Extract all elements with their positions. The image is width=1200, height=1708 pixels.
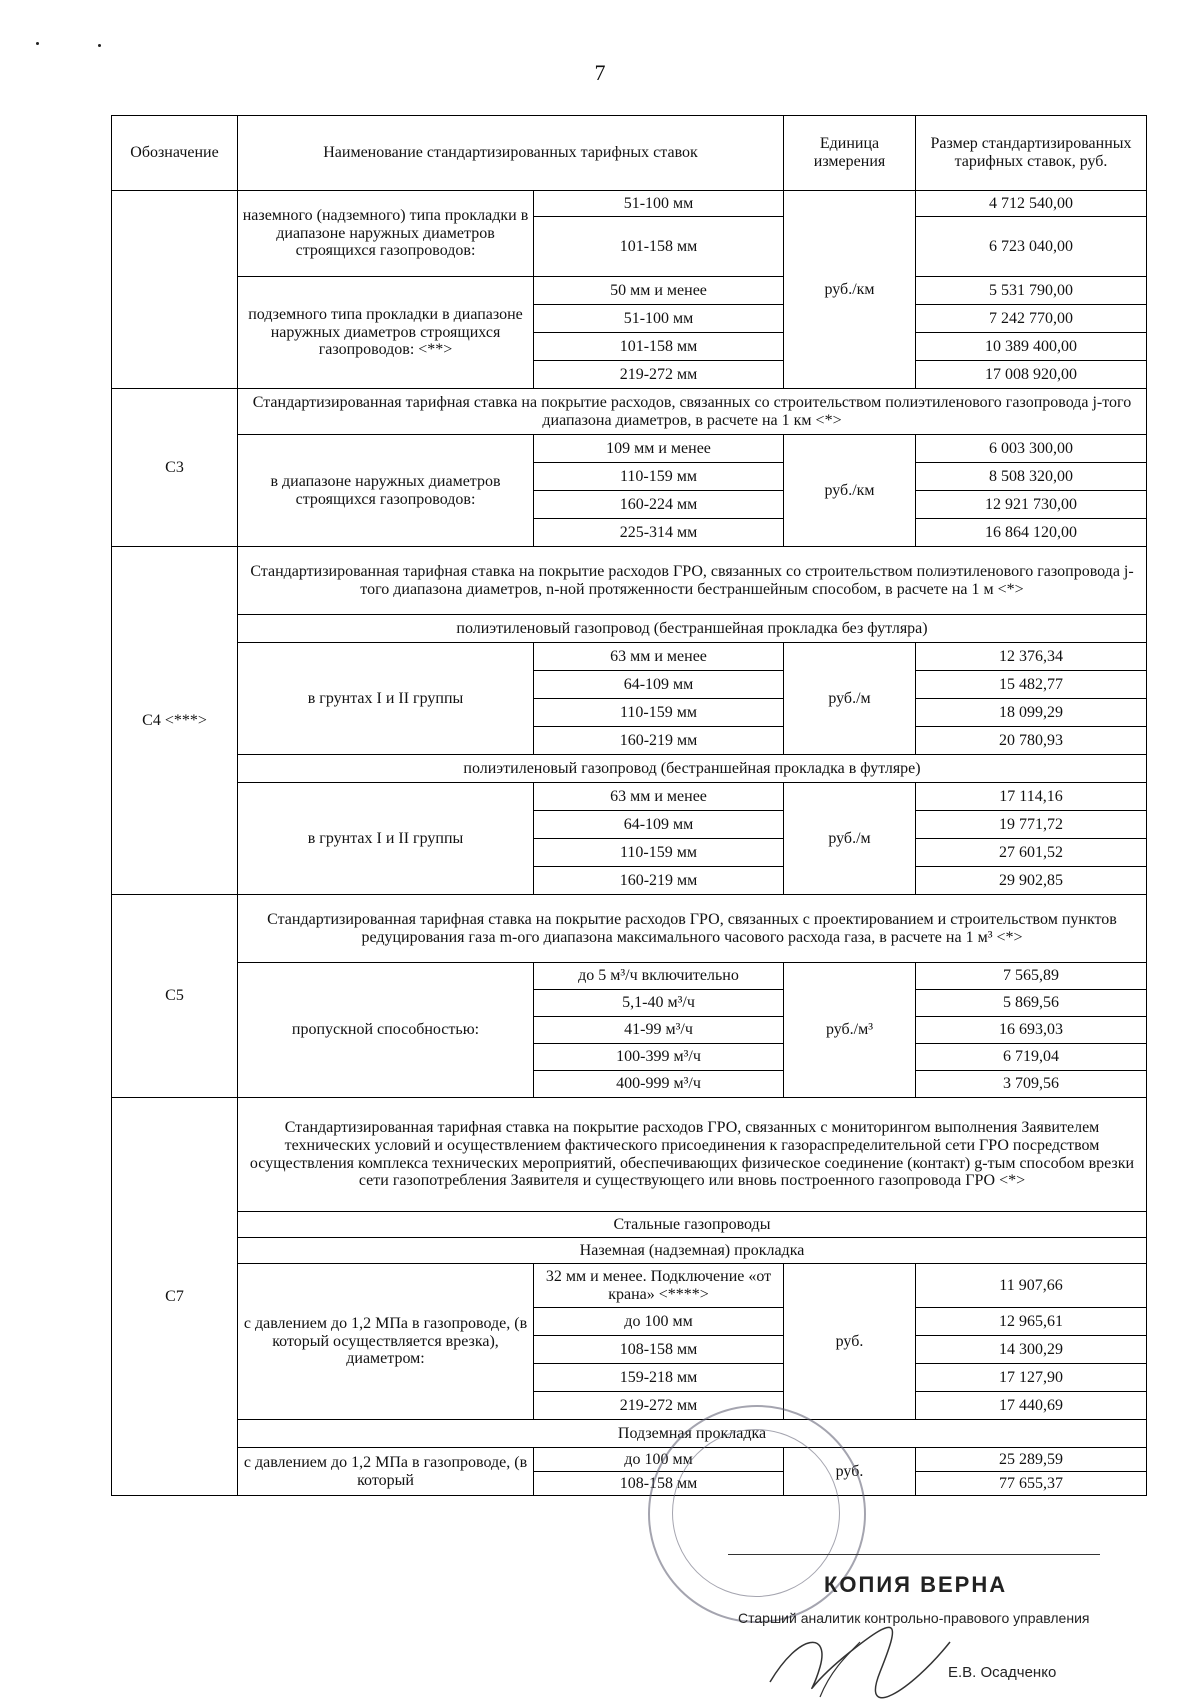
range-cell: 109 мм и менее — [534, 435, 784, 463]
c4-designation: С4 <***> — [112, 547, 238, 895]
range-cell: 400-999 м³/ч — [534, 1071, 784, 1098]
range-cell: 5,1-40 м³/ч — [534, 990, 784, 1017]
c5-description: Стандартизированная тарифная ставка на покрытие расходов ГРО, связанных с проектированием и строительством пунктов редуцирования газа m-ого диапазона максимального часового расхода газа, в расчете на 1 м³ <*> — [238, 895, 1147, 963]
value-cell: 6 719,04 — [916, 1044, 1147, 1071]
c2-overground-label: наземного (надземного) типа прокладки в диапазоне наружных диаметров строящихся газопроводов: — [238, 191, 534, 277]
value-cell: 10 389 400,00 — [916, 333, 1147, 361]
c4-group2-title: полиэтиленовый газопровод (бестраншейная прокладка в футляре) — [238, 755, 1147, 783]
value-cell: 17 008 920,00 — [916, 361, 1147, 389]
table-row — [112, 1448, 1147, 1472]
unit-cell: руб./м³ — [784, 963, 916, 1098]
value-cell: 7 242 770,00 — [916, 305, 1147, 333]
table-row — [112, 1420, 1147, 1448]
range-cell: 160-219 мм — [534, 867, 784, 895]
range-cell: до 5 м³/ч включительно — [534, 963, 784, 990]
range-cell: 110-159 мм — [534, 463, 784, 491]
certification-title: КОПИЯ ВЕРНА — [824, 1572, 1008, 1597]
value-cell: 7 565,89 — [916, 963, 1147, 990]
range-cell: 110-159 мм — [534, 699, 784, 727]
value-cell: 15 482,77 — [916, 671, 1147, 699]
range-cell: 160-219 мм — [534, 727, 784, 755]
unit-cell: руб./м — [784, 643, 916, 755]
value-cell: 3 709,56 — [916, 1071, 1147, 1098]
scan-speck — [98, 44, 101, 47]
range-cell: 100-399 м³/ч — [534, 1044, 784, 1071]
value-cell: 18 099,29 — [916, 699, 1147, 727]
table-row — [112, 1212, 1147, 1238]
value-cell: 25 289,59 — [916, 1448, 1147, 1472]
table-row — [112, 191, 1147, 217]
range-cell: 63 мм и менее — [534, 643, 784, 671]
scan-speck — [36, 42, 39, 45]
c3-designation: С3 — [112, 389, 238, 547]
handwritten-signature — [760, 1612, 960, 1702]
unit-cell: руб./км — [784, 435, 916, 547]
c4-description: Стандартизированная тарифная ставка на покрытие расходов ГРО, связанных со строительством полиэтиленового газопровода j-того диапазона диаметров, n-ной протяженности бестраншейным способом, в расчете на 1 м <*> — [238, 547, 1147, 615]
certification-name: Е.В. Осадченко — [948, 1664, 1057, 1681]
value-cell: 77 655,37 — [916, 1472, 1147, 1496]
range-cell: 64-109 мм — [534, 811, 784, 839]
table-row — [112, 435, 1147, 463]
table-row — [112, 389, 1147, 435]
range-cell: 225-314 мм — [534, 519, 784, 547]
table-row — [112, 1264, 1147, 1308]
range-cell: 51-100 мм — [534, 191, 784, 217]
c3-label: в диапазоне наружных диаметров строящихся газопроводов: — [238, 435, 534, 547]
table-row — [112, 547, 1147, 615]
range-cell: 51-100 мм — [534, 305, 784, 333]
value-cell: 17 114,16 — [916, 783, 1147, 811]
c4-group1-label: в грунтах I и II группы — [238, 643, 534, 755]
c2-designation-cell — [112, 191, 238, 389]
table-row — [112, 895, 1147, 963]
table-row — [112, 755, 1147, 783]
value-cell: 27 601,52 — [916, 839, 1147, 867]
unit-cell: руб./км — [784, 191, 916, 389]
range-cell: 219-272 мм — [534, 361, 784, 389]
header-size: Размер стандартизированных тарифных ставок, руб. — [916, 116, 1147, 191]
c7-underground-label: с давлением до 1,2 МПа в газопроводе, (в который — [238, 1448, 534, 1496]
unit-cell: руб. — [784, 1264, 916, 1420]
value-cell: 8 508 320,00 — [916, 463, 1147, 491]
table-row — [112, 1238, 1147, 1264]
value-cell: 6 003 300,00 — [916, 435, 1147, 463]
c7-overground-label: с давлением до 1,2 МПа в газопроводе, (в который осуществляется врезка), диаметром: — [238, 1264, 534, 1420]
value-cell: 6 723 040,00 — [916, 217, 1147, 277]
header-designation: Обозначение — [112, 116, 238, 191]
c2-underground-label: подземного типа прокладки в диапазоне наружных диаметров строящихся газопроводов: <**> — [238, 277, 534, 389]
range-cell: 64-109 мм — [534, 671, 784, 699]
certification-rule — [728, 1554, 1100, 1555]
c7-underground-title: Подземная прокладка — [238, 1420, 1147, 1448]
table-row — [112, 1098, 1147, 1212]
value-cell: 4 712 540,00 — [916, 191, 1147, 217]
value-cell: 5 869,56 — [916, 990, 1147, 1017]
value-cell: 14 300,29 — [916, 1336, 1147, 1364]
range-cell: 110-159 мм — [534, 839, 784, 867]
table-row — [112, 615, 1147, 643]
range-cell: 101-158 мм — [534, 333, 784, 361]
range-cell: 108-158 мм — [534, 1336, 784, 1364]
header-name: Наименование стандартизированных тарифных ставок — [238, 116, 784, 191]
c3-description: Стандартизированная тарифная ставка на покрытие расходов, связанных со строительством полиэтиленового газопровода j-того диапазона диаметров, в расчете на 1 км <*> — [238, 389, 1147, 435]
range-cell: до 100 мм — [534, 1448, 784, 1472]
table-row — [112, 783, 1147, 811]
range-cell: до 100 мм — [534, 1308, 784, 1336]
value-cell: 19 771,72 — [916, 811, 1147, 839]
table-row — [112, 643, 1147, 671]
c7-description: Стандартизированная тарифная ставка на покрытие расходов ГРО, связанных с мониторингом выполнения Заявителем технических условий и осуществлением фактического присоединения к газораспределительной сети ГРО посредством осуществления комплекса технических мероприятий, обеспечивающих физическое соединение (контакт) g-тым способом врезки сети газопотребления Заявителя и существующего или вновь построенного газопровода ГРО <*> — [238, 1098, 1147, 1212]
unit-cell: руб. — [784, 1448, 916, 1496]
value-cell: 16 864 120,00 — [916, 519, 1147, 547]
value-cell: 29 902,85 — [916, 867, 1147, 895]
c4-group1-title: полиэтиленовый газопровод (бестраншейная прокладка без футляра) — [238, 615, 1147, 643]
value-cell: 16 693,03 — [916, 1017, 1147, 1044]
header-unit: Единица измерения — [784, 116, 916, 191]
range-cell: 63 мм и менее — [534, 783, 784, 811]
value-cell: 17 440,69 — [916, 1392, 1147, 1420]
value-cell: 17 127,90 — [916, 1364, 1147, 1392]
page-number: 7 — [594, 60, 606, 85]
value-cell: 20 780,93 — [916, 727, 1147, 755]
value-cell: 5 531 790,00 — [916, 277, 1147, 305]
value-cell: 12 965,61 — [916, 1308, 1147, 1336]
tariff-table — [111, 115, 1147, 1496]
range-cell: 101-158 мм — [534, 217, 784, 277]
unit-cell: руб./м — [784, 783, 916, 895]
c7-overground-title: Наземная (надземная) прокладка — [238, 1238, 1147, 1264]
c7-steel-title: Стальные газопроводы — [238, 1212, 1147, 1238]
table-row — [112, 963, 1147, 990]
range-cell: 50 мм и менее — [534, 277, 784, 305]
value-cell: 12 921 730,00 — [916, 491, 1147, 519]
range-cell: 32 мм и менее. Подключение «от крана» <****> — [534, 1264, 784, 1308]
c7-designation: С7 — [112, 1098, 238, 1496]
range-cell: 160-224 мм — [534, 491, 784, 519]
range-cell: 219-272 мм — [534, 1392, 784, 1420]
certification-role: Старший аналитик контрольно-правового управления — [738, 1610, 1090, 1626]
range-cell: 41-99 м³/ч — [534, 1017, 784, 1044]
c5-label: пропускной способностью: — [238, 963, 534, 1098]
range-cell: 108-158 мм — [534, 1472, 784, 1496]
c5-designation: С5 — [112, 895, 238, 1098]
value-cell: 11 907,66 — [916, 1264, 1147, 1308]
range-cell: 159-218 мм — [534, 1364, 784, 1392]
table-row — [112, 277, 1147, 305]
c4-group2-label: в грунтах I и II группы — [238, 783, 534, 895]
value-cell: 12 376,34 — [916, 643, 1147, 671]
table-header-row — [112, 116, 1147, 191]
